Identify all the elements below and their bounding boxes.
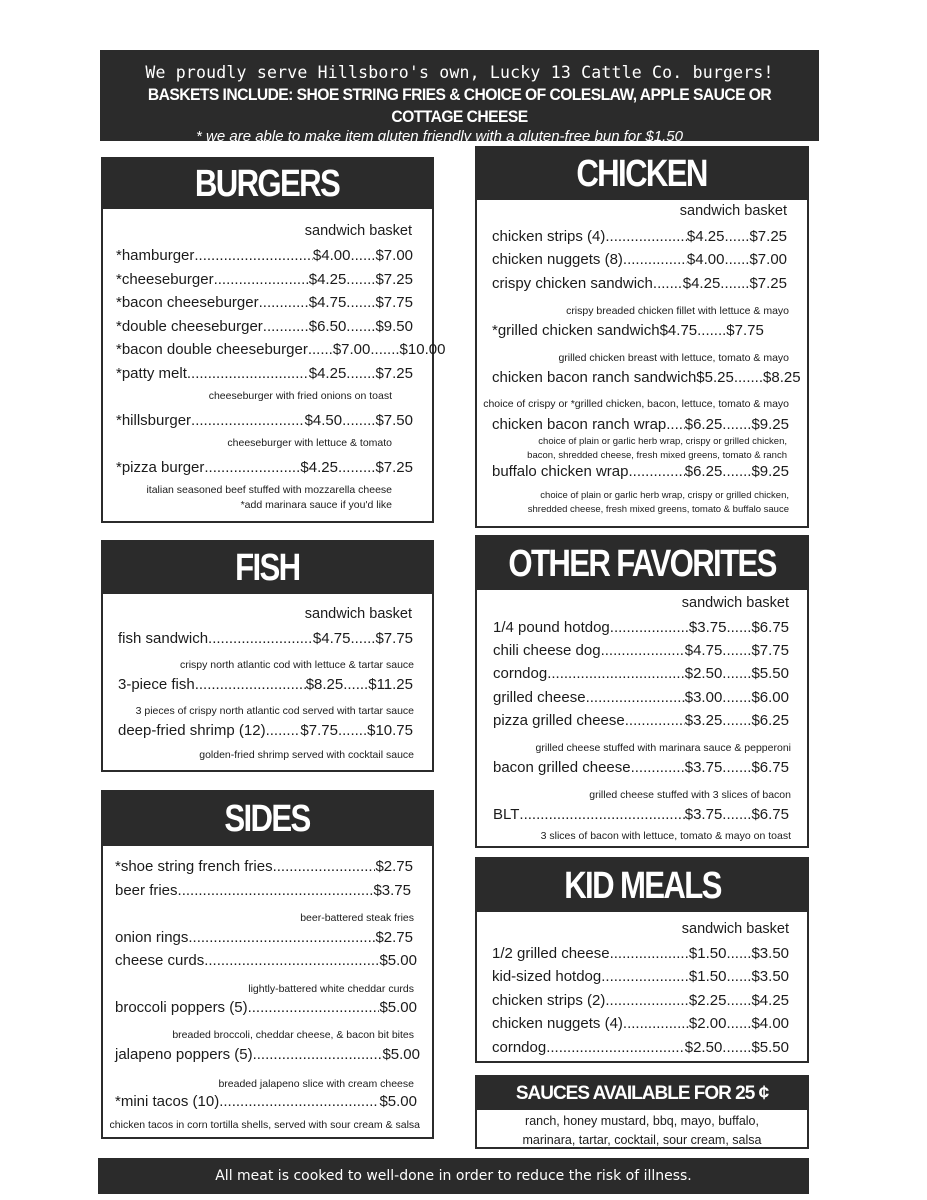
menu-item: crispy chicken sandwich ..... $4.25.......$7.25	[492, 275, 787, 292]
item-description: lightly-battered white cheddar curds	[248, 983, 414, 995]
item-description: cheeseburger with lettuce & tomato	[227, 437, 392, 449]
item-description: shredded cheese, fresh mixed greens, tomato & buffalo sauce	[527, 504, 789, 515]
sides-section	[101, 790, 434, 1139]
item-description: choice of plain or garlic herb wrap, crispy or grilled chicken,	[540, 490, 789, 501]
menu-item: *hamburger ..... $4.00......$7.00	[116, 247, 413, 264]
column-labels: sandwich basket	[681, 595, 789, 611]
sauces-list	[477, 1110, 807, 1150]
menu-header	[100, 50, 819, 145]
column-labels: sandwich basket	[304, 223, 412, 239]
menu-item: *grilled chicken sandwich $4.75.......$7.75	[492, 322, 764, 339]
menu-item: chicken bacon ranch sandwich $5.25.......$8.25	[492, 369, 801, 386]
menu-item: onion rings ..... $2.75	[115, 929, 413, 946]
menu-item: grilled cheese ..... $3.00.......$6.00	[493, 689, 789, 706]
menu-item: chicken nuggets (8) ..... $4.00......$7.00	[492, 251, 787, 268]
item-description: 3 pieces of crispy north atlantic cod served with tartar sauce	[135, 705, 414, 717]
menu-item: jalapeno poppers (5) ..... $5.00	[115, 1046, 420, 1063]
menu-item: fish sandwich ..... $4.75......$7.75	[118, 630, 413, 647]
menu-item: deep-fried shrimp (12) ..... $7.75.......$10.75	[118, 722, 413, 739]
item-description: grilled chicken breast with lettuce, tomato & mayo	[558, 352, 789, 364]
food-safety-notice: All meat is cooked to well-done in order to reduce the risk of illness.	[98, 1158, 809, 1194]
menu-item: pizza grilled cheese ..... $3.25.......$6.25	[493, 712, 789, 729]
fish-title: FISH	[103, 542, 432, 594]
item-description: breaded broccoli, cheddar cheese, & bacon bit bites	[172, 1029, 414, 1041]
menu-item: chicken bacon ranch wrap ..... $6.25.......$9.25	[492, 416, 789, 433]
item-description: *add marinara sauce if you'd like	[240, 499, 392, 511]
item-description: golden-fried shrimp served with cocktail sauce	[199, 749, 414, 761]
item-description: grilled cheese stuffed with 3 slices of bacon	[589, 789, 791, 801]
chicken-section	[475, 146, 809, 528]
menu-item: BLT ..... $3.75.......$6.75	[493, 806, 789, 823]
kid-meals-title: KID MEALS	[477, 859, 807, 912]
burgers-section	[101, 157, 446, 523]
sauces-line: marinara, tartar, cocktail, sour cream, salsa	[522, 1133, 762, 1147]
menu-item: 1/4 pound hotdog ..... $3.75......$6.75	[493, 619, 789, 636]
menu-item: *pizza burger ..... $4.25.........$7.25	[116, 459, 413, 476]
menu-item: *patty melt ..... $4.25.......$7.25	[116, 365, 413, 382]
menu-item: buffalo chicken wrap ..... $6.25.......$9.25	[492, 463, 789, 480]
sauces-title: SAUCES AVAILABLE FOR 25 ¢	[477, 1077, 807, 1110]
column-labels: sandwich basket	[681, 921, 789, 937]
item-description: bacon, shredded cheese, fresh mixed greens, tomato & ranch	[527, 450, 787, 461]
item-description: crispy north atlantic cod with lettuce & tartar sauce	[179, 659, 414, 671]
item-description: chicken tacos in corn tortilla shells, served with sour cream & salsa	[109, 1119, 420, 1131]
header-baskets-note: BASKETS INCLUDE: SHOE STRING FRIES & CHOICE OF COLESLAW, APPLE SAUCE OR COTTAGE CHEESE	[147, 85, 772, 126]
menu-item: *hillsburger ..... $4.50........$7.50	[116, 412, 413, 429]
menu-item: broccoli poppers (5) ..... $5.00	[115, 999, 417, 1016]
kid-meals-section	[475, 857, 809, 1063]
header-tagline: We proudly serve Hillsboro's own, Lucky 13 Cattle Co. burgers!	[145, 63, 774, 82]
item-description: cheeseburger with fried onions on toast	[208, 390, 392, 402]
item-description: italian seasoned beef stuffed with mozzarella cheese	[146, 484, 392, 496]
menu-item: corndog ..... $2.50.......$5.50	[493, 665, 789, 682]
sauces-section	[475, 1075, 809, 1149]
menu-item: *mini tacos (10) ..... $5.00	[115, 1093, 417, 1110]
other-favorites-title: OTHER FAVORITES	[477, 537, 807, 590]
burgers-title: BURGERS	[103, 159, 432, 209]
fish-section	[101, 540, 434, 772]
item-description: breaded jalapeno slice with cream cheese	[218, 1078, 414, 1090]
item-description: choice of plain or garlic herb wrap, crispy or grilled chicken,	[538, 436, 787, 447]
menu-item: *double cheeseburger ..... $6.50.......$9.50	[116, 318, 413, 335]
menu-item: 3-piece fish ..... $8.25......$11.25	[118, 676, 413, 693]
sauces-line: ranch, honey mustard, bbq, mayo, buffalo,	[525, 1114, 759, 1128]
menu-item: bacon grilled cheese ..... $3.75.......$6.75	[493, 759, 789, 776]
column-labels: sandwich basket	[304, 606, 412, 622]
menu-item: kid-sized hotdog ..... $1.50......$3.50	[492, 968, 789, 985]
item-description: grilled cheese stuffed with marinara sauce & pepperoni	[535, 742, 791, 754]
menu-item: *shoe string french fries ..... $2.75	[115, 858, 413, 875]
item-description: 3 slices of bacon with lettuce, tomato & mayo on toast	[540, 830, 791, 842]
menu-item: corndog ..... $2.50.......$5.50	[492, 1039, 789, 1056]
menu-item: chicken strips (2) ..... $2.25......$4.25	[492, 992, 789, 1009]
menu-item: *cheeseburger ..... $4.25.......$7.25	[116, 271, 413, 288]
menu-item: 1/2 grilled cheese ..... $1.50......$3.50	[492, 945, 789, 962]
menu-item: chicken strips (4) ..... $4.25......$7.25	[492, 228, 787, 245]
menu-item: chili cheese dog ..... $4.75.......$7.75	[493, 642, 789, 659]
chicken-title: CHICKEN	[477, 148, 807, 200]
menu-item: cheese curds ..... $5.00	[115, 952, 417, 969]
menu-item: chicken nuggets (4) ..... $2.00......$4.00	[492, 1015, 789, 1032]
menu-item: *bacon double cheeseburger ......$7.00.......$10.00	[116, 341, 446, 358]
item-description: choice of crispy or *grilled chicken, bacon, lettuce, tomato & mayo	[483, 398, 789, 410]
menu-item: beer fries ..... $3.75	[115, 882, 411, 899]
item-description: beer-battered steak fries	[300, 912, 414, 924]
column-labels: sandwich basket	[679, 203, 787, 219]
item-description: crispy breaded chicken fillet with lettuce & mayo	[566, 305, 789, 317]
header-gluten-free-note: * we are able to make item gluten friendly with a gluten-free bun for $1.50	[196, 128, 683, 145]
other-favorites-section	[475, 535, 809, 848]
sides-title: SIDES	[103, 792, 432, 846]
menu-item: *bacon cheeseburger ..... $4.75.......$7.75	[116, 294, 413, 311]
